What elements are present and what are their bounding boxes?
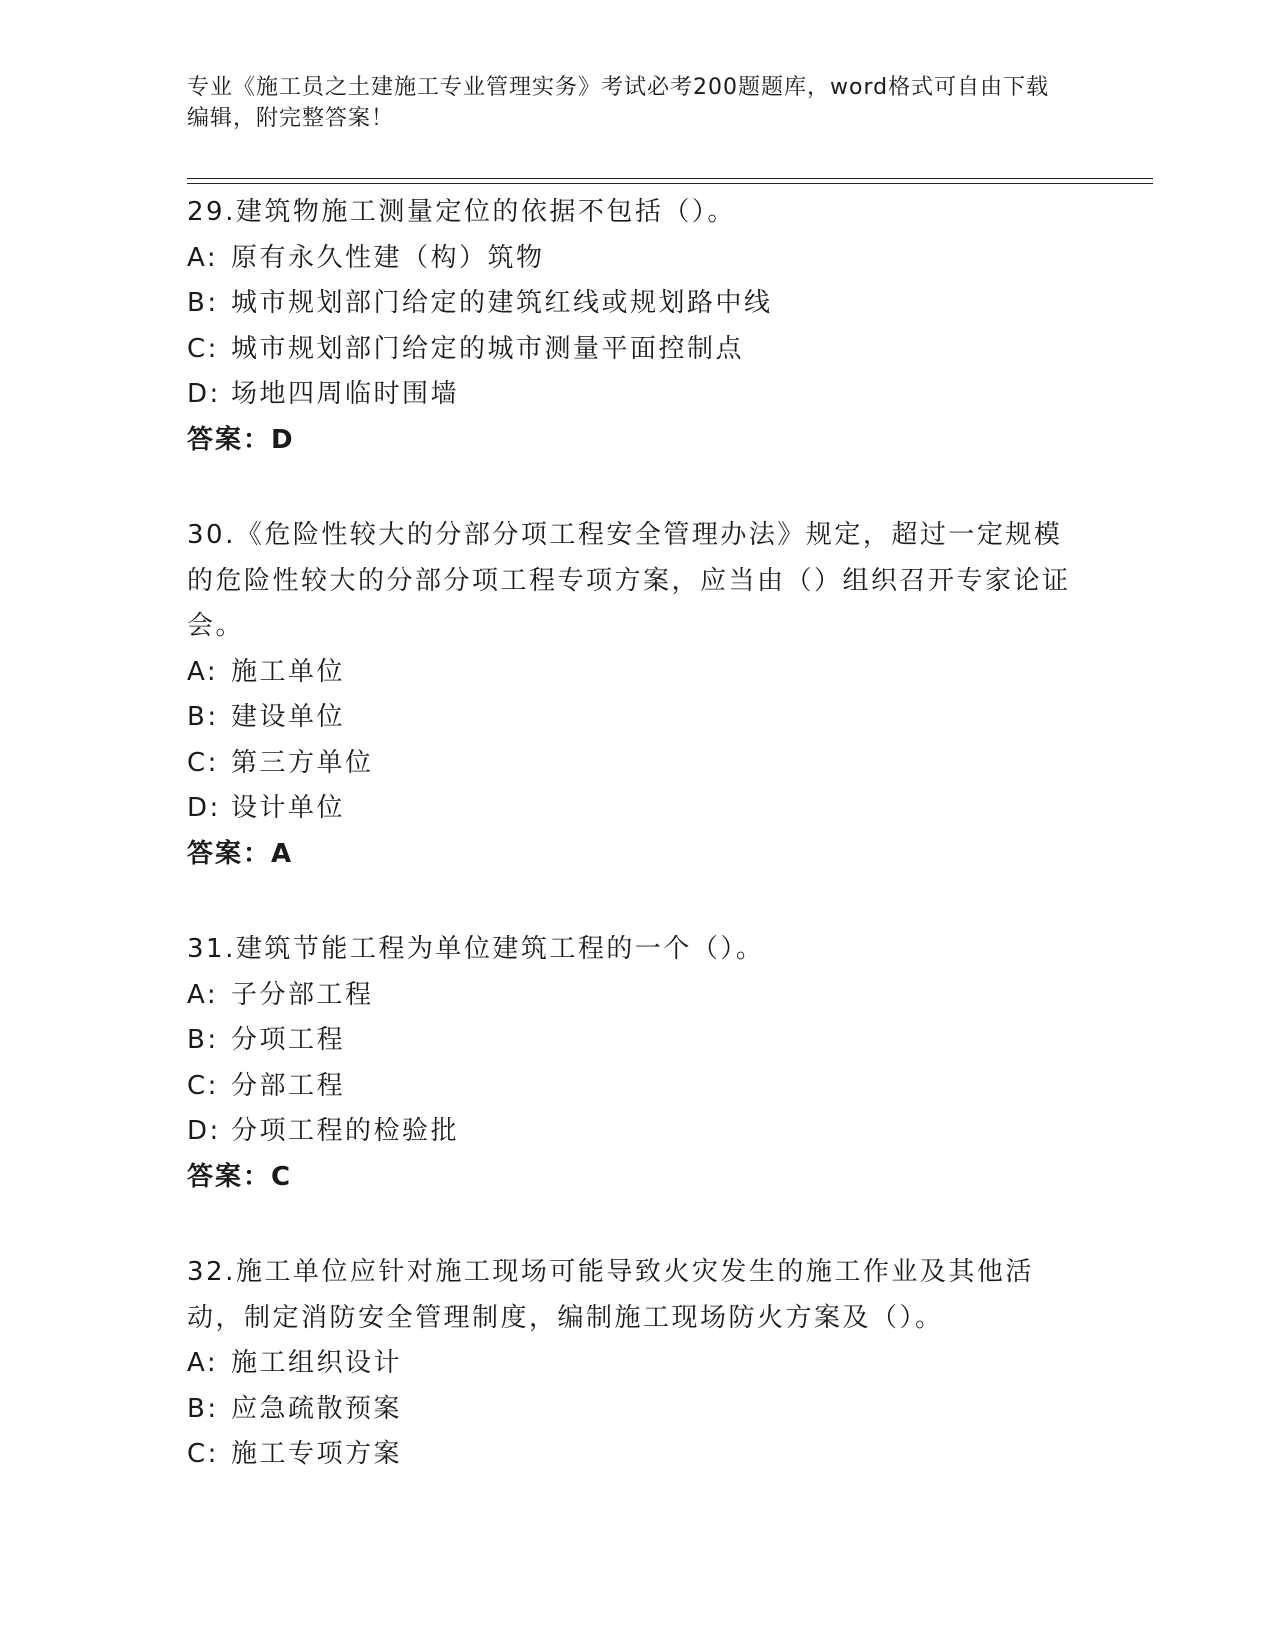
header-divider-bottom bbox=[187, 183, 1153, 184]
option-text: 施工专项方案 bbox=[231, 1439, 403, 1469]
option-c bbox=[187, 741, 1087, 787]
option-text: 城市规划部门给定的城市测量平面控制点 bbox=[231, 333, 745, 364]
option-b bbox=[187, 1387, 1087, 1433]
question-stem: 32.施工单位应针对施工现场可能导致火灾发生的施工作业及其他活动，制定消防安全管理制度，编制施工现场防火方案及（）。 bbox=[187, 1257, 1034, 1333]
option-letter: D: bbox=[187, 793, 221, 823]
option-text: 施工单位 bbox=[231, 656, 346, 687]
option-text: 第三方单位 bbox=[231, 747, 374, 778]
option-letter: B: bbox=[187, 1393, 219, 1424]
option-text: 应急疏散预案 bbox=[231, 1393, 403, 1424]
document-header: 专业《施工员之土建施工专业管理实务》考试必考200题题库，word格式可自由下载编辑，附完整答案！ bbox=[187, 75, 1050, 131]
option-text: 分项工程 bbox=[231, 1025, 346, 1055]
option-letter: C: bbox=[187, 747, 219, 778]
header-divider-top bbox=[187, 178, 1153, 179]
option-text: 原有永久性建（构）筑物 bbox=[231, 242, 545, 273]
option-d bbox=[187, 1109, 1087, 1155]
option-c bbox=[187, 327, 1087, 373]
option-letter: B: bbox=[187, 702, 219, 732]
option-text: 设计单位 bbox=[231, 793, 346, 823]
option-a bbox=[187, 236, 1087, 282]
option-text: 分部工程 bbox=[231, 1070, 346, 1101]
option-b bbox=[187, 695, 1087, 741]
question-29 bbox=[187, 190, 1087, 463]
option-a bbox=[187, 650, 1087, 696]
option-letter: C: bbox=[187, 1439, 219, 1469]
option-b bbox=[187, 281, 1087, 327]
option-b bbox=[187, 1018, 1087, 1064]
question-stem: 29.建筑物施工测量定位的依据不包括（）。 bbox=[187, 197, 736, 227]
option-text: 场地四周临时围墙 bbox=[231, 379, 460, 409]
option-letter: A: bbox=[187, 656, 219, 687]
option-d bbox=[187, 786, 1087, 832]
option-c bbox=[187, 1432, 1087, 1478]
option-letter: B: bbox=[187, 288, 219, 318]
option-letter: D: bbox=[187, 379, 221, 409]
option-d bbox=[187, 372, 1087, 418]
option-a bbox=[187, 973, 1087, 1019]
option-text: 分项工程的检验批 bbox=[231, 1116, 460, 1146]
option-text: 建设单位 bbox=[231, 702, 346, 732]
question-31 bbox=[187, 927, 1087, 1200]
question-stem: 31.建筑节能工程为单位建筑工程的一个（）。 bbox=[187, 934, 765, 964]
option-letter: D: bbox=[187, 1116, 221, 1146]
question-30 bbox=[187, 513, 1087, 877]
option-letter: C: bbox=[187, 1070, 219, 1101]
option-letter: B: bbox=[187, 1025, 219, 1055]
question-32 bbox=[187, 1250, 1087, 1478]
option-text: 城市规划部门给定的建筑红线或规划路中线 bbox=[231, 288, 773, 318]
question-stem: 30.《危险性较大的分部分项工程安全管理办法》规定，超过一定规模的危险性较大的分部分项工程专项方案，应当由（）组织召开专家论证会。 bbox=[187, 520, 1071, 641]
option-text: 子分部工程 bbox=[231, 979, 374, 1010]
option-letter: C: bbox=[187, 333, 219, 364]
option-a bbox=[187, 1341, 1087, 1387]
question-list bbox=[187, 190, 1087, 1528]
option-letter: A: bbox=[187, 242, 219, 273]
option-text: 施工组织设计 bbox=[231, 1348, 403, 1378]
answer-line: 答案：A bbox=[187, 838, 294, 869]
option-c bbox=[187, 1064, 1087, 1110]
answer-line: 答案：C bbox=[187, 1161, 293, 1192]
answer-line: 答案：D bbox=[187, 424, 295, 455]
option-letter: A: bbox=[187, 1348, 219, 1378]
option-letter: A: bbox=[187, 979, 219, 1010]
